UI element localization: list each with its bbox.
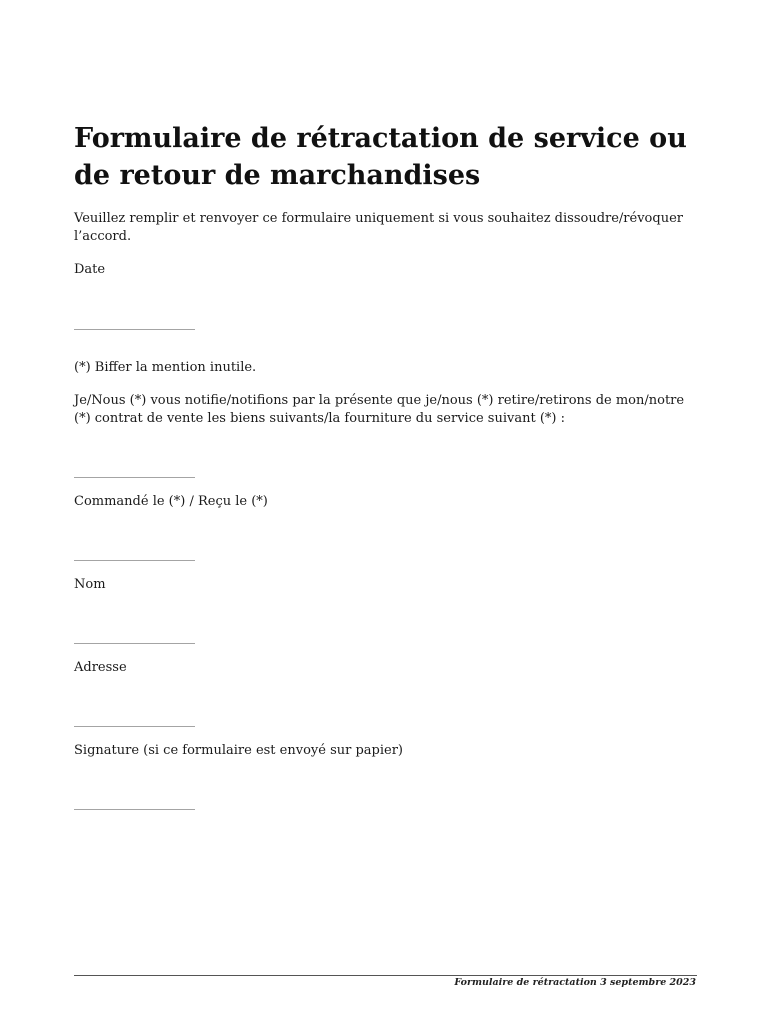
ordered-blank-line: ______________________ [74, 548, 195, 561]
notice-text: Je/Nous (*) vous notifie/notifions par la présente que je/nous (*) retire/retirons de mon/notre (*) contrat de vente les biens suivants/la fourniture du service suivant (*) : [74, 393, 685, 426]
footer-divider [74, 975, 697, 976]
signature-blank-line: ______________________ [74, 797, 195, 810]
date-blank-line: ______________________ [74, 317, 195, 330]
date-label: Date [74, 262, 106, 277]
signature-label: Signature (si ce formulaire est envoyé sur papier) [74, 743, 403, 758]
ordered-label: Commandé le (*) / Reçu le (*) [74, 494, 268, 509]
goods-blank-line: ______________________ [74, 465, 195, 478]
note-text: (*) Biffer la mention inutile. [74, 360, 257, 375]
footer-text: Formulaire de rétractation 3 septembre 2023 [454, 977, 696, 988]
document-title: Formulaire de rétractation de service ou de retour de marchandises [74, 123, 687, 191]
name-label: Nom [74, 577, 106, 592]
name-blank-line: ______________________ [74, 631, 195, 644]
address-blank-line: ______________________ [74, 714, 195, 727]
intro-text: Veuillez remplir et renvoyer ce formulaire uniquement si vous souhaitez dissoudre/révoquer l’accord. [74, 211, 683, 244]
address-label: Adresse [74, 660, 127, 675]
